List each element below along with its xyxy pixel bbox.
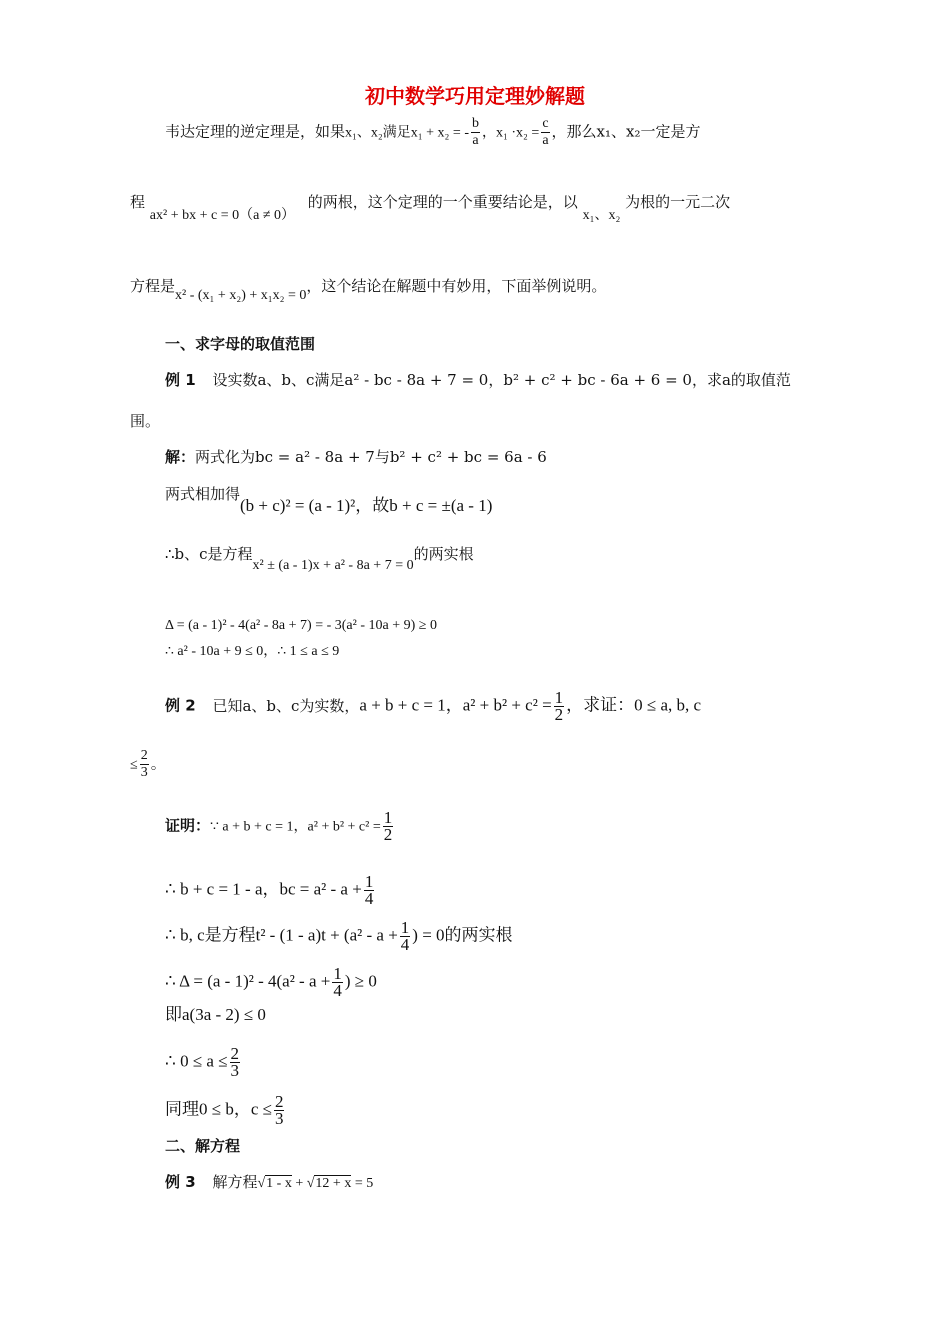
- denominator: 2: [554, 705, 564, 724]
- section-heading-2: 二、解方程: [165, 1137, 241, 1155]
- range-result: ∴ a² - 10a + 9 ≤ 0，∴ 1 ≤ a ≤ 9: [165, 644, 340, 659]
- solution-1-line-1: [165, 447, 547, 467]
- proof-line-7: [165, 1094, 286, 1127]
- proof-formula: ∴ b + c = 1 - a，bc = a² - a +: [165, 879, 362, 899]
- fraction-one-half: [554, 690, 565, 723]
- solution-text: 两式相加得: [165, 485, 241, 503]
- fraction-one-quarter: [332, 966, 343, 999]
- derived-quadratic: x² - (x₁ + x₂) + x₁x₂ = 0: [175, 288, 307, 303]
- fraction-two-thirds: [230, 1046, 241, 1079]
- section-heading-1: 一、求字母的取值范围: [165, 335, 316, 353]
- fraction-b-over-a: [471, 116, 480, 149]
- example-text: 设实数a、b、c满足a² - bc - 8a + 7 = 0，b² + c² + bc - 6a + 6 = 0，求a的取值范: [212, 371, 791, 389]
- solution-1-line-2: [165, 484, 493, 515]
- intro-text: 的两根，这个定理的一个重要结论是，以: [307, 193, 578, 211]
- numerator: b: [472, 116, 479, 131]
- quadratic-in-x: x² ± (a - 1)x + a² - 8a + 7 = 0: [252, 558, 414, 573]
- radicand-1: 1 - x: [266, 1176, 292, 1191]
- fraction-one-half: [383, 810, 394, 843]
- numerator: 1: [333, 964, 342, 983]
- proof-line-3: [165, 920, 513, 953]
- example-2: [165, 690, 701, 723]
- example-3: [165, 1172, 373, 1194]
- leq-sign: ≤: [130, 757, 138, 773]
- proof-formula: ) = 0的两实根: [412, 925, 513, 945]
- proof-line-4: [165, 966, 377, 999]
- solution-text: 两式化为bc = a² - 8a + 7与b² + c² + bc = 6a - 6: [195, 448, 547, 466]
- fraction-one-quarter: [364, 874, 375, 907]
- numerator: 1: [400, 918, 410, 937]
- intro-text: ，那么x₁、x₂一定是方: [551, 122, 701, 141]
- numerator: 2: [274, 1092, 284, 1111]
- radical-equation: √1 - x + √12 + x = 5: [257, 1176, 374, 1191]
- intro-line-1: [165, 116, 701, 149]
- page-title: 初中数学巧用定理妙解题: [365, 84, 585, 108]
- equals-five: = 5: [354, 1176, 374, 1191]
- denominator: 4: [364, 889, 374, 908]
- quadratic-equation: ax² + bx + c = 0（a ≠ 0）: [149, 208, 296, 223]
- proof-label: 证明：: [165, 816, 211, 835]
- proof-formula: ∴ b, c是方程t² - (1 - a)t + (a² - a +: [165, 925, 398, 945]
- denominator: 3: [140, 765, 148, 780]
- denominator: a: [542, 133, 549, 148]
- intro-text: ，这个结论在解题中有妙用，下面举例说明。: [306, 277, 607, 295]
- numerator: 1: [383, 808, 393, 827]
- proof-formula: ) ≥ 0: [344, 971, 377, 991]
- numerator: c: [542, 116, 549, 131]
- proof-formula: 同理0 ≤ b，c ≤: [165, 1099, 272, 1119]
- intro-text: 方程是: [130, 277, 176, 295]
- vieta-sum-formula: x₁、x₂满足x₁ + x₂ = -: [345, 125, 469, 141]
- intro-text: 为根的一元二次: [625, 193, 731, 211]
- period: 。: [150, 754, 166, 773]
- example-label: 例 1: [165, 371, 196, 389]
- denominator: 4: [400, 935, 410, 954]
- solution-text: ∴b、c是方程: [165, 545, 253, 563]
- example-1-cont: 围。: [130, 412, 161, 430]
- proof-line-1: [165, 810, 395, 843]
- sum-squares-equation: (b + c)² = (a - 1)²，故b + c = ±(a - 1): [240, 496, 493, 515]
- condition-formula: a + b + c = 1，a² + b² + c² =: [359, 695, 552, 715]
- fraction-two-thirds: [274, 1094, 285, 1127]
- numerator: 2: [230, 1044, 240, 1063]
- intro-text: 韦达定理的逆定理是，如果: [165, 122, 346, 141]
- example-label: 例 2: [165, 696, 196, 715]
- numerator: 1: [364, 872, 374, 891]
- intro-text: 程: [130, 193, 146, 211]
- proof-formula: ∵ a + b + c = 1，a² + b² + c² =: [210, 819, 381, 835]
- claim-text: ，求证：0 ≤ a, b, c: [566, 695, 702, 715]
- denominator: 2: [383, 825, 393, 844]
- example-1: [165, 370, 791, 390]
- numerator: 2: [140, 748, 148, 763]
- example-text: 解方程: [212, 1173, 258, 1191]
- denominator: a: [472, 133, 479, 148]
- solution-label: 解：: [165, 448, 196, 466]
- denominator: 4: [333, 981, 342, 1000]
- fraction-c-over-a: [541, 116, 549, 149]
- proof-line-2: [165, 874, 376, 907]
- denominator: 3: [274, 1109, 284, 1128]
- fraction-one-quarter: [400, 920, 411, 953]
- plus-sign: +: [295, 1176, 304, 1191]
- numerator: 1: [554, 688, 564, 707]
- radicand-2: 12 + x: [315, 1176, 352, 1191]
- discriminant-line: Δ = (a - 1)² - 4(a² - 8a + 7) = - 3(a² - 10a + 9) ≥ 0: [165, 618, 437, 633]
- intro-line-3: [130, 276, 607, 303]
- proof-formula: ∴ Δ = (a - 1)² - 4(a² - a +: [165, 971, 331, 991]
- example-2-cont: [130, 748, 166, 781]
- proof-line-5: 即a(3a - 2) ≤ 0: [165, 1005, 266, 1024]
- denominator: 3: [230, 1061, 240, 1080]
- solution-1-line-3: [165, 544, 474, 573]
- example-text: 已知a、b、c为实数，: [212, 696, 360, 715]
- proof-line-6: [165, 1046, 242, 1079]
- example-label: 例 3: [165, 1173, 196, 1191]
- vieta-product-formula: ，x₁ ·x₂ =: [482, 125, 540, 141]
- proof-formula: ∴ 0 ≤ a ≤: [165, 1051, 228, 1071]
- solution-text: 的两实根: [413, 545, 474, 563]
- intro-line-2: [130, 192, 731, 223]
- fraction-two-thirds: [140, 748, 149, 781]
- roots-x1-x2: x₁、x₂: [582, 208, 621, 223]
